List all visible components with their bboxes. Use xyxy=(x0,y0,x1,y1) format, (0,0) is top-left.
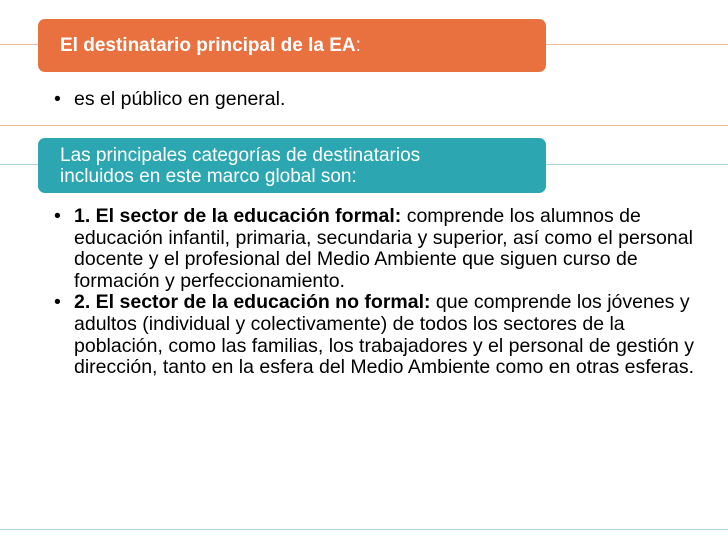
section2-header-line1: Las principales categorías de destinatarios xyxy=(60,145,421,166)
section2-header xyxy=(38,138,546,193)
list-item-title: 1. El sector de la educación formal: xyxy=(74,205,402,227)
list-item xyxy=(54,206,694,292)
section1-header-colon: : xyxy=(355,35,361,56)
list-item-title: 2. El sector de la educación no formal: xyxy=(74,291,431,314)
list-item-text: que comprende los jóvenes y adultos (individual y colectivamente) de todos los sectores de la población, como las familias, los trabajadores y el personal de gestión y dirección, tanto en la esfera del Medio Ambiente como en otras esferas. xyxy=(74,291,695,379)
list-item xyxy=(54,292,694,378)
section1-header-title: El destinatario principal de la EA xyxy=(60,35,356,56)
section1-header xyxy=(38,19,546,72)
section1-bullet-text: es el público en general. xyxy=(74,88,286,110)
section1-bullet xyxy=(54,89,694,111)
section1-bullet-list xyxy=(54,89,694,111)
list-item-text: comprende los alumnos de educación infantil, primaria, secundaria y superior, así como el personal docente y el profesional del Medio Ambiente que siguen curso de formación y perfeccionamiento. xyxy=(74,205,693,292)
section2-bullet-list xyxy=(54,206,694,379)
section2-header-line2: incluidos en este marco global son: xyxy=(60,166,357,187)
